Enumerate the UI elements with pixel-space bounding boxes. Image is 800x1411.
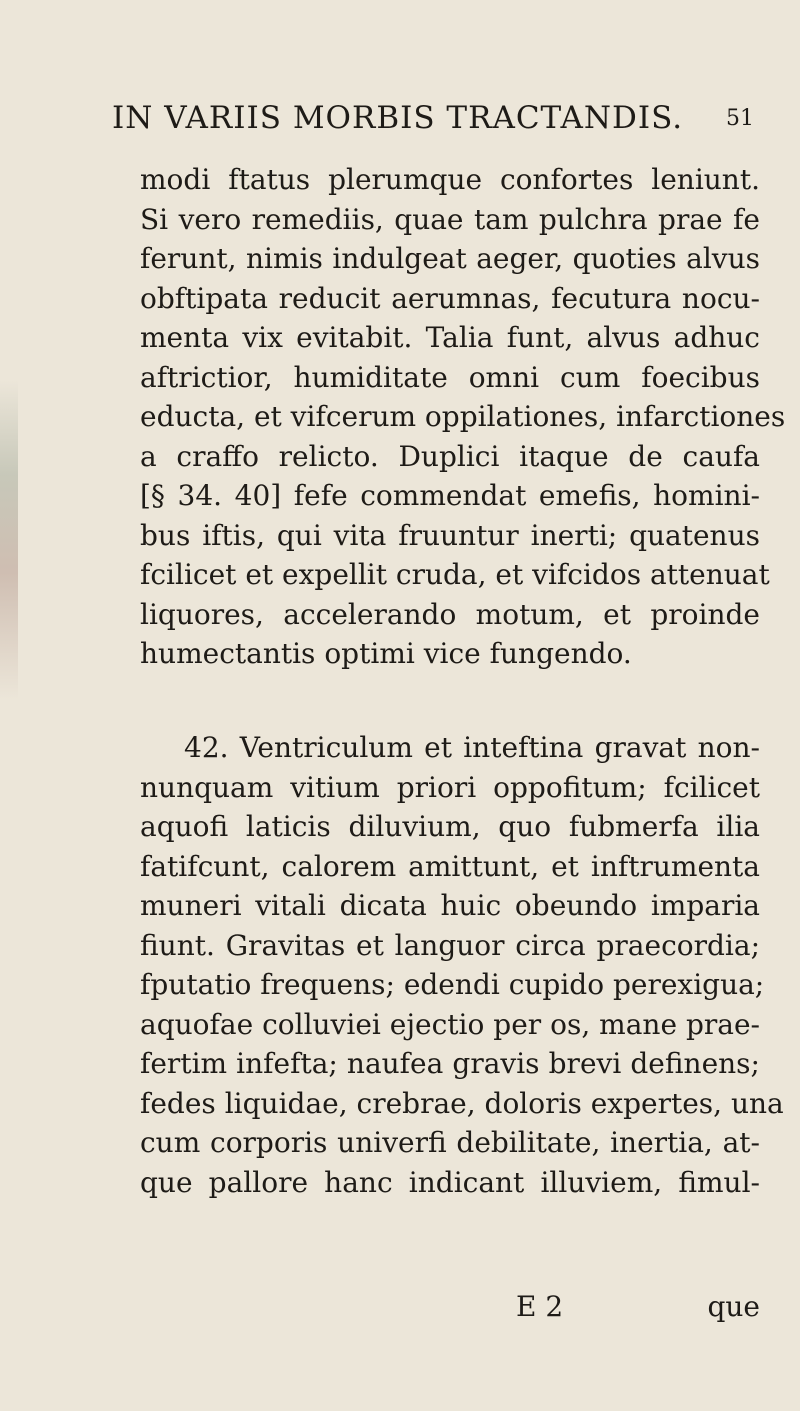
text-line: humectantis optimi vice fungendo.: [140, 637, 632, 670]
text-line: aftrictior, humiditate omni cum foecibus: [140, 360, 760, 394]
text-line: ferunt, nimis indulgeat aeger, quoties alvus: [140, 242, 760, 275]
page-number: 51: [726, 106, 754, 131]
text-line: bus iftis, qui vita fruuntur inerti; quatenus: [140, 518, 760, 552]
text-line: [§ 34. 40] fefe commendat emefis, homini-: [140, 479, 760, 512]
text-line: fatifcunt, calorem amittunt, et inftrumenta: [140, 849, 760, 883]
text-line: aquofi laticis diluvium, quo fubmerfa ilia: [140, 810, 760, 843]
page-header: [112, 100, 752, 140]
text-line: liquores, accelerando motum, et proinde: [140, 597, 760, 631]
text-line: fputatio frequens; edendi cupido perexigua;: [140, 968, 765, 1001]
page-footer: [140, 1290, 760, 1330]
signature-mark: E 2: [516, 1290, 564, 1323]
text-line: muneri vitali dicata huic obeundo imparia: [140, 889, 760, 922]
catchword: que: [707, 1290, 760, 1323]
text-line: modi ftatus plerumque confortes leniunt.: [140, 163, 760, 196]
text-line: cum corporis univerfi debilitate, inertia, at-: [140, 1126, 760, 1159]
text-line: educta, et vifcerum oppilationes, infarctiones: [140, 400, 786, 433]
text-line: fertim infefta; naufea gravis brevi definens;: [140, 1047, 760, 1080]
text-line: 42. Ventriculum et inteftina gravat non-: [184, 731, 760, 764]
text-line: aquofae colluviei ejectio per os, mane prae-: [140, 1007, 760, 1041]
text-line: fcilicet et expellit cruda, et vifcidos attenuat: [140, 558, 770, 591]
text-line: menta vix evitabit. Talia funt, alvus adhuc: [140, 321, 760, 354]
text-line: obftipata reducit aerumnas, fecutura nocu-: [140, 281, 760, 315]
paragraph-1: [140, 160, 786, 674]
running-head: IN VARIIS MORBIS TRACTANDIS.: [112, 100, 684, 136]
text-line: Si vero remediis, quae tam pulchra prae fe: [140, 202, 760, 236]
margin-stain: [0, 380, 18, 700]
text-line: nunquam vitium priori oppofitum; fcilicet: [140, 770, 760, 804]
text-line: a craffo relicto. Duplici itaque de caufa: [140, 439, 760, 473]
text-line: que pallore hanc indicant illuviem, fimul-: [140, 1165, 760, 1199]
paragraph-2: [140, 728, 784, 1202]
text-line: fedes liquidae, crebrae, doloris expertes, una: [140, 1086, 784, 1120]
text-line: fiunt. Gravitas et languor circa praecordia;: [140, 928, 760, 962]
